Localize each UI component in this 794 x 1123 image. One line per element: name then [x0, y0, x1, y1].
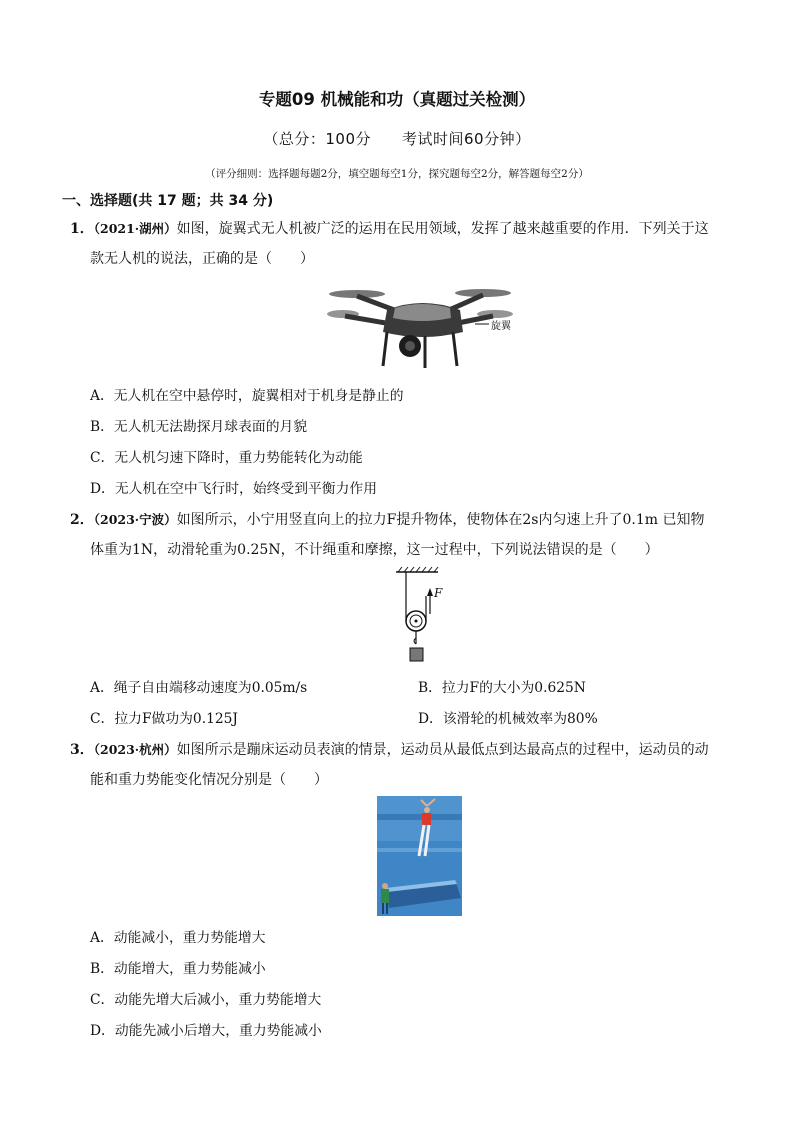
question-2-option-d[interactable]: D．该滑轮的机械效率为80%	[418, 711, 598, 727]
question-2-number: 2．	[70, 512, 94, 528]
question-3-source: （2023·杭州）	[93, 742, 177, 757]
question-1-number: 1．	[70, 221, 94, 237]
question-3-option-a[interactable]: A．动能减小，重力势能增大	[90, 930, 266, 946]
question-2-source: （2023·宁波）	[93, 512, 177, 527]
question-1-text: 如图，旋翼式无人机被广泛的运用在民用领域，发挥了越来越重要的作用．下列关于这	[176, 221, 709, 237]
question-3-line2: 能和重力势能变化情况分别是（ ）	[90, 772, 328, 788]
question-3-option-b[interactable]: B．动能增大，重力势能减小	[90, 961, 266, 977]
question-2-option-a[interactable]: A．绳子自由端移动速度为0.05m/s	[90, 680, 308, 696]
page-subtitle: （总分：100分 考试时间60分钟）	[263, 130, 531, 148]
question-1-option-c[interactable]: C．无人机匀速下降时，重力势能转化为动能	[90, 450, 363, 466]
question-1-option-d[interactable]: D．无人机在空中飞行时，始终受到平衡力作用	[90, 481, 377, 497]
question-2-text: 如图所示，小宁用竖直向上的拉力F提升物体，使物体在2s内匀速上升了0.1m 已知物	[176, 512, 705, 528]
question-1-line2: 款无人机的说法，正确的是（ ）	[90, 251, 314, 267]
question-1-source: （2021·湖州）	[93, 221, 177, 236]
question-3-text: 如图所示是蹦床运动员表演的情景，运动员从最低点到达最高点的过程中，运动员的动	[176, 742, 709, 758]
question-1-option-b[interactable]: B．无人机无法勘探月球表面的月貌	[90, 419, 308, 435]
question-2-option-c[interactable]: C．拉力F做功为0.125J	[90, 711, 238, 727]
rotor-label: 旋翼	[491, 321, 511, 332]
scoring-note: （评分细则：选择题每题2分，填空题每空1分，探究题每空2分，解答题每空2分）	[205, 168, 589, 180]
trampoline-photo	[377, 796, 462, 916]
question-3-option-c[interactable]: C．动能先增大后减小，重力势能增大	[90, 992, 322, 1008]
question-2-line1	[70, 509, 704, 529]
question-1-option-a[interactable]: A．无人机在空中悬停时，旋翼相对于机身是静止的	[90, 388, 404, 404]
pulley-figure	[392, 566, 452, 666]
force-label: F	[434, 586, 443, 600]
question-2-line2: 体重为1N，动滑轮重为0.25N，不计绳重和摩擦，这一过程中，下列说法错误的是（ ）	[90, 542, 659, 558]
page-title: 专题09 机械能和功（真题过关检测）	[258, 90, 536, 109]
section-heading: 一、选择题(共 17 题；共 34 分)	[62, 193, 274, 209]
question-3-number: 3．	[70, 742, 94, 758]
question-3-option-d[interactable]: D．动能先减小后增大，重力势能减小	[90, 1023, 322, 1039]
question-2-option-b[interactable]: B．拉力F的大小为0.625N	[418, 680, 586, 696]
question-3-line1	[70, 739, 709, 759]
question-1-line1	[70, 218, 709, 238]
